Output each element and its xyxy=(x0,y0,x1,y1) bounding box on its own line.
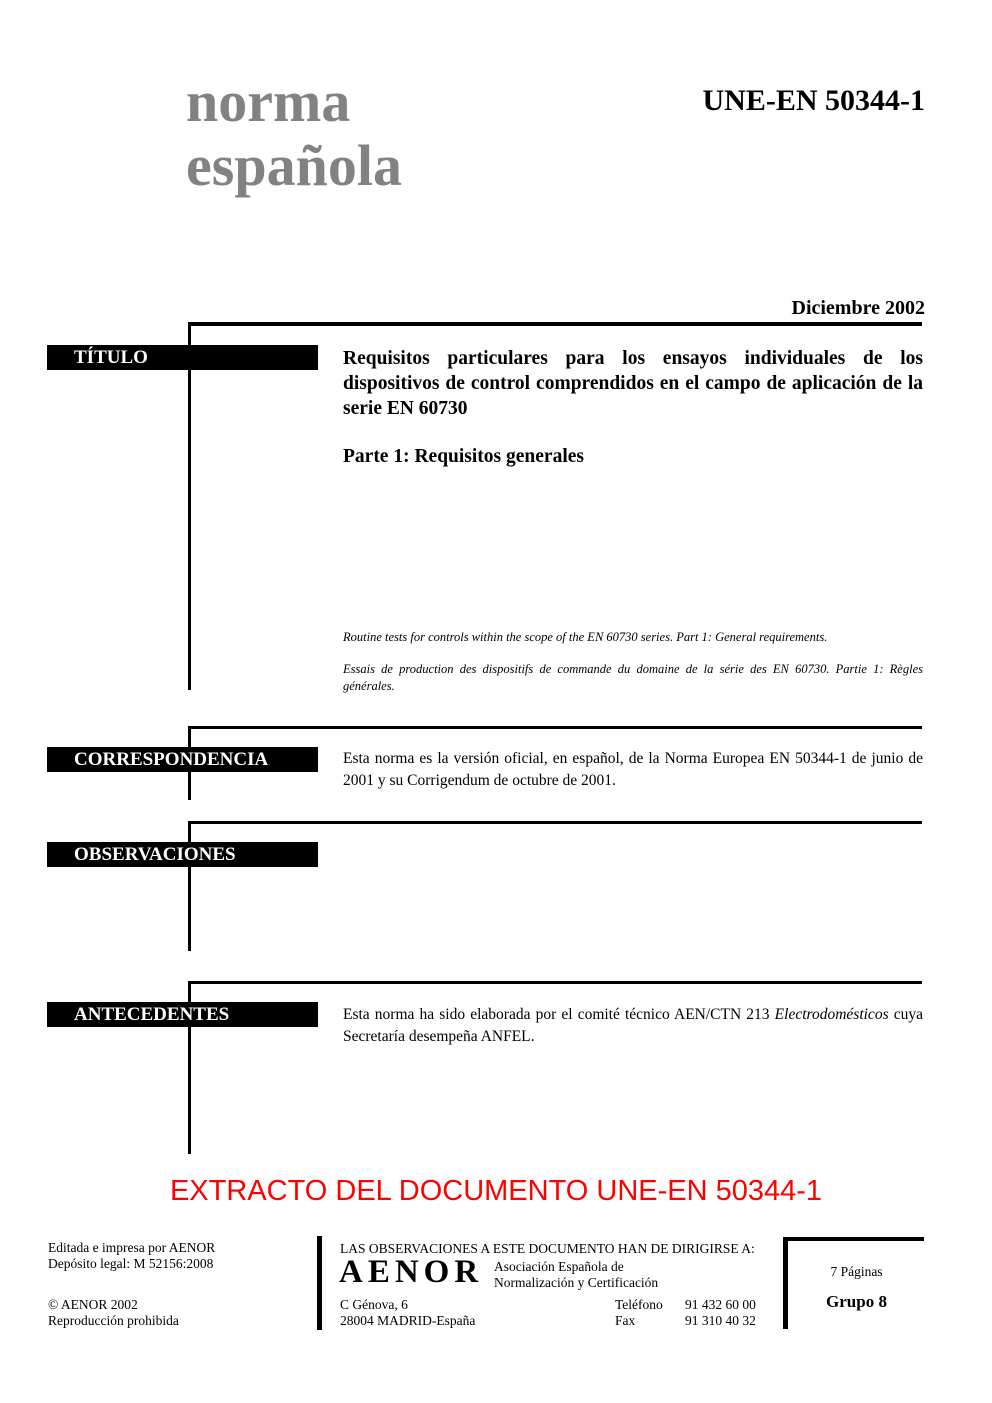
footer-column-divider xyxy=(317,1236,322,1330)
footer-fax-value: 91 310 40 32 xyxy=(685,1313,756,1328)
aenor-org-name xyxy=(494,1259,658,1291)
footer-phone-label: Teléfono xyxy=(615,1297,663,1312)
footer-page-count: 7 Páginas xyxy=(830,1264,883,1279)
aenor-org-name-line2: Normalización y Certificación xyxy=(494,1275,659,1290)
footer-address-street: C Génova, 6 xyxy=(340,1297,408,1312)
titulo-body: Requisitos particulares para los ensayos individuales de los dispositivos de control comprendidos en el campo de aplicación de la serie EN 60730 xyxy=(343,348,923,419)
footer-group-box-top-border xyxy=(783,1237,924,1241)
titulo-part: Parte 1: Requisitos generales xyxy=(343,446,584,467)
aenor-org-name-line1: Asociación Española de xyxy=(494,1259,624,1274)
antecedentes-body xyxy=(343,1004,923,1047)
titulo-english-translation: Routine tests for controls within the scope of the EN 60730 series. Part 1: General requirements. xyxy=(343,630,828,644)
correspondencia-label-bar: CORRESPONDENCIA xyxy=(47,747,318,772)
footer-legal-deposit: Depósito legal: M 52156:2008 xyxy=(48,1256,214,1271)
vertical-line-observaciones xyxy=(188,821,191,951)
antecedentes-text-italic: Electrodomésticos xyxy=(774,1006,889,1023)
correspondencia-body: Esta norma es la versión oficial, en español, de la Norma Europea EN 50344-1 de junio de 2001 y su Corrigendum de octubre de 2001. xyxy=(343,750,923,789)
antecedentes-text-suffix: cuya Secretaría desempeña ANFEL. xyxy=(343,1006,923,1045)
logo-line-espanola: española xyxy=(186,133,402,198)
observaciones-label-bar: OBSERVACIONES xyxy=(47,842,318,867)
horizontal-rule-titulo xyxy=(188,322,922,326)
footer-group-number: Grupo 8 xyxy=(826,1292,887,1311)
titulo-label-bar: TÍTULO xyxy=(47,345,318,370)
antecedentes-text-prefix: Esta norma ha sido elaborada por el comité técnico AEN/CTN 213 xyxy=(343,1006,775,1023)
document-date: Diciembre 2002 xyxy=(791,297,925,319)
horizontal-rule-antecedentes xyxy=(188,981,922,984)
footer-reproduction-notice: Reproducción prohibida xyxy=(48,1313,179,1328)
footer-published-by: Editada e impresa por AENOR xyxy=(48,1240,216,1255)
footer-copyright: © AENOR 2002 xyxy=(48,1297,138,1312)
extract-banner: EXTRACTO DEL DOCUMENTO UNE-EN 50344-1 xyxy=(169,1175,823,1207)
aenor-logo: AENOR xyxy=(339,1254,484,1290)
vertical-line-titulo xyxy=(188,322,191,690)
norma-espanola-logo xyxy=(186,70,402,198)
footer-fax-label: Fax xyxy=(615,1313,636,1328)
antecedentes-label-bar: ANTECEDENTES xyxy=(47,1002,318,1027)
footer-observations-notice: LAS OBSERVACIONES A ESTE DOCUMENTO HAN DE DIRIGIRSE A: xyxy=(340,1241,755,1256)
titulo-french-translation: Essais de production des dispositifs de commande du domaine de la série des EN 60730. Partie 1: Règles générales. xyxy=(343,662,923,693)
footer-group-box-left-border xyxy=(783,1237,788,1329)
logo-line-norma: norma xyxy=(186,69,351,134)
footer-phone-value: 91 432 60 00 xyxy=(685,1297,756,1312)
horizontal-rule-correspondencia xyxy=(188,726,922,729)
footer-address-city: 28004 MADRID-España xyxy=(340,1313,476,1328)
document-code: UNE-EN 50344-1 xyxy=(702,84,925,117)
horizontal-rule-observaciones xyxy=(188,821,922,824)
